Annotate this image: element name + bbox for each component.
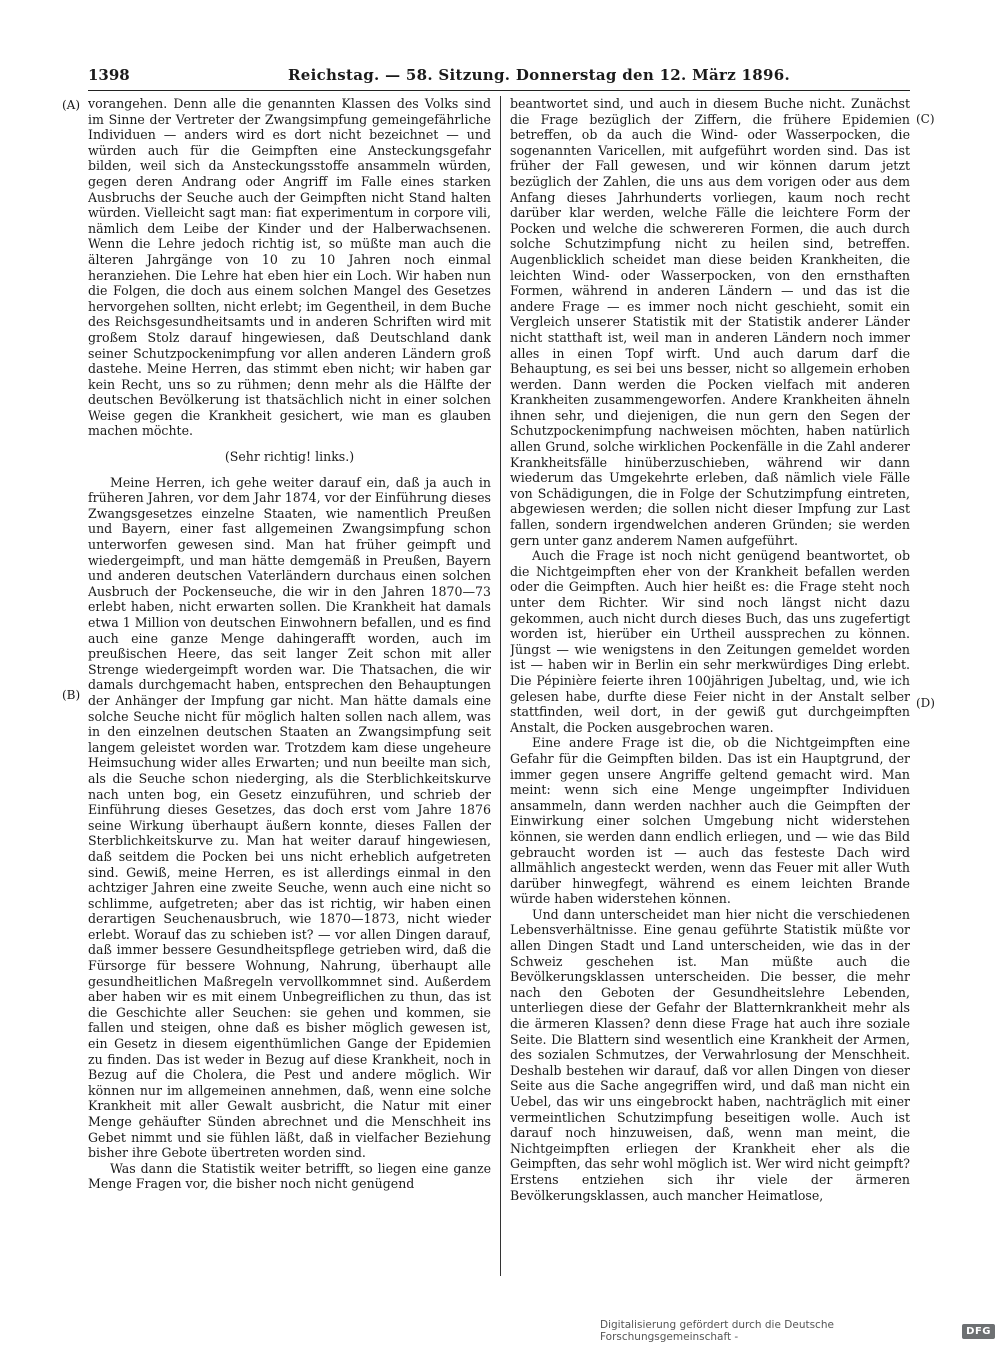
dfg-logo: DFG: [962, 1324, 995, 1339]
interjection: (Sehr richtig! links.): [224, 449, 355, 465]
margin-marker-c: (C): [916, 112, 935, 126]
right-column: [510, 96, 910, 1276]
digitization-credit: [600, 1320, 995, 1342]
paragraph: Meine Herren, ich gehe weiter darauf ein, daß ja auch in früheren Jahren, vor dem Jahr 1874, vor der Einführung dieses Zwangsgesetzes einzelne Staaten, wie namentlich Preußen und Bayern, einer fast allgemeinen Zwangsimpfung schon unterworfen gewesen sind. Man hat früher geimpft und wiedergeimpft, und man hätte demgemäß in Preußen, Bayern und anderen deutschen Vaterländern durchaus einen solchen Ausbruch der Pockenseuche, die wir in den Jahren 1870—73 erlebt haben, nicht erwarten sollen. Die Krankheit hat damals etwa 1 Million von deutschen Einwohnern befallen, und es find auch eine ganze Menge dahingerafft worden, auch im preußischen Heere, das seit langer Zeit schon mit aller Strenge wiedergeimpft worden war. Die Thatsachen, die wir damals durchgemacht haben, entsprechen den Behauptungen der Anhänger der Impfung gar nicht. Man hätte damals eine solche Seuche nicht für möglich halten sollen nach allem, was in den einzelnen deutschen Staaten an Zwangsimpfung seit langem geleistet worden war. Trotzdem kam diese ungeheure Heimsuchung wider alles Erwarten; und nun beeilte man sich, als die Seuche schon niederging, als die Sterblichkeitskurve nach unten bog, ein Gesetz einzuführen, und schrieb der Einführung dieses Gesetzes, das doch erst vom Jahre 1876 seine Wirkung überhaupt äußern konnte, dieses Fallen der Sterblichkeitskurve zu. Man hat weiter darauf hingewiesen, daß seitdem die Pocken bei uns nicht erheblich aufgetreten sind. Gewiß, meine Herren, es ist allerdings einmal in den achtziger Jahren eine zweite Seuche, wenn auch eine nicht so schlimme, aufgetreten; aber das ist richtig, wir haben einen derartigen Seuchenausbruch, wie 1870—1873, nicht wieder erlebt. Worauf das zu schieben ist? — vor allen Dingen darauf, daß immer bessere Gesundheitspflege getrieben wird, daß die Fürsorge für bessere Wohnung, Nahrung, überhaupt alle gesundheitlichen Maßregeln vervollkommnet sind. Außerdem aber haben wir es mit einem Unbegreiflichen zu thun, das ist die Geschichte aller Seuchen: sie gehen und kommen, sie fallen und steigen, ohne daß es bisher möglich gewesen ist, ein Gesetz in diesem eigenthümlichen Gange der Epidemien zu finden. Das ist weder in Bezug auf diese Krankheit, noch in Bezug auf die Cholera, die Pest und andere möglich. Wir können nur im allgemeinen annehmen, daß, wenn eine solche Krankheit mit aller Gewalt ausbricht, die Natur mit einer Menge gehäufter Sünden abrechnet und die Menschheit ins Gebet nimmt und sie fühlen läßt, daß in vielfacher Beziehung bisher ihre Gebote übertreten worden sind.: [88, 474, 491, 1161]
paragraph: Auch die Frage ist noch nicht genügend beantwortet, ob die Nichtgeimpften eher von der Krankheit befallen werden oder die Geimpften. Auch hier heißt es: die Frage steht noch unter dem Richter. Wir sind noch längst nicht dazu gekommen, auch nicht durch dieses Buch, das uns zugefertigt worden ist, hierüber ein Urtheil aussprechen zu können. Jüngst — wie wenigstens in den Zeitungen gemeldet worden ist — haben wir in Berlin ein sehr merkwürdiges Ding erlebt. Die Pépinière feierte ihren 100jährigen Jubeltag, und, wie ich gelesen habe, durfte diese Feier nicht in der Anstalt selber stattfinden, weil dort, in der gewiß gut durchgeimpften Anstalt, die Pocken ausgebrochen waren.: [510, 548, 910, 735]
credit-text: Digitalisierung gefördert durch die Deutsche Forschungsgemeinschaft -: [600, 1319, 834, 1343]
header-rule: [88, 90, 910, 91]
running-title: Reichstag. — 58. Sitzung. Donnerstag den 12. März 1896.: [288, 66, 791, 84]
margin-marker-d: (D): [916, 696, 935, 710]
paragraph: Eine andere Frage ist die, ob die Nichtgeimpften eine Gefahr für die Geimpften bilden. Das ist ein Hauptgrund, der immer gegen unsere Angriffe geltend gemacht wird. Man meint: wenn sich eine Menge ungeimpfter Individuen ansammeln, dann werden nachher auch die Geimpften der Einwirkung einer solchen Umgebung nicht widerstehen können, sie werden dann endlich erliegen, und — wie das Bild gebraucht worden ist — auch das festeste Dach wird allmählich angesteckt werden, wenn das Feuer mit aller Wuth darüber hinwegfegt, während es einem leichten Brande würde haben widerstehen können.: [510, 735, 910, 907]
column-divider: [500, 96, 501, 1276]
paragraph: beantwortet sind, und auch in diesem Buche nicht. Zunächst die Frage bezüglich der Ziffern, die frühere Epidemien betreffen, ob da auch die Wind- oder Wasserpocken, die sogenannten Varicellen, mit aufgeführt worden sind. Das ist früher der Fall gewesen, und wir können darum jetzt bezüglich der Zahlen, die uns aus dem vorigen oder aus dem Anfang dieses Jahrhunderts vorliegen, kaum noch recht darüber klar werden, welche Fälle die leichtere Form der Pocken und welche die schwereren Formen, die auch durch solche Schutzimpfung nicht zu heilen sind, betreffen. Augenblicklich scheidet man diese beiden Krankheiten, die leichten Wind- oder Wasserpocken, von den ernsthaften Formen, während in anderen Ländern — und das ist die andere Frage — es immer noch nicht geschieht, somit ein Vergleich unserer Statistik mit der Statistik anderer Länder nicht statthaft ist, weil man in anderen Ländern noch immer alles in einen Topf wirft. Und auch darum darf die Behauptung, es sei bei uns besser, nicht so allgemein erhoben werden. Dann werden die Pocken vielfach mit anderen Krankheiten zusammengeworfen. Andere Krankheiten ähneln ihnen sehr, und diejenigen, die nun gern den Segen der Schutzpockenimpfung nachweisen möchten, haben natürlich allen Grund, solche wirklichen Pockenfälle in die Zahl anderer Krankheitsfälle hinüberzuschieben, während wir dann wiederum das Umgekehrte erleben, daß nämlich viele Fälle von Schädigungen, die in Folge der Schutzimpfung eintreten, abgewiesen werden; die sollen nicht dieser Impfung zur Last fallen, sondern irgendwelchen anderen Gründen; sie werden gern unter ganz anderem Namen aufgeführt.: [510, 96, 910, 548]
margin-marker-b: (B): [62, 688, 81, 702]
page-number: 1398: [88, 66, 130, 84]
page-header: [88, 62, 910, 88]
paragraph: vorangehen. Denn alle die genannten Klassen des Volks sind im Sinne der Vertreter der Zwangsimpfung gemeingefährliche Individuen — anders wird es dort nicht bezeichnet — und würden auch für die Geimpften eine Ansteckungsgefahr bilden, weil sich da Ansteckungsstoffe ansammeln würden, gegen deren Andrang oder Angriff im Falle eines starken Ausbruchs der Seuche auch der Geimpften nicht Stand halten würden. Vielleicht sagt man: fiat experimentum in corpore vili, nämlich dem Leibe der Kinder und der Halberwachsenen. Wenn die Lehre jedoch richtig ist, so müßte man auch die älteren Jahrgänge von 10 zu 10 Jahren noch einmal heranziehen. Die Lehre hat eben hier ein Loch. Wir haben nun die Folgen, die doch aus einem solchen Mangel des Gesetzes hervorgehen sollten, nicht erlebt; im Gegentheil, in dem Buche des Reichsgesundheitsamts und in anderen Schriften wird mit großem Stolz darauf hingewiesen, daß Deutschland dank seiner Schutzpockenimpfung vor allen anderen Ländern groß dastehe. Meine Herren, das stimmt eben nicht; wir haben gar kein Recht, uns so zu rühmen; denn mehr als die Hälfte der deutschen Bevölkerung ist thatsächlich nicht in einer solchen Weise gegen die Krankheit gesichert, wie man es glauben machen möchte.: [88, 96, 491, 439]
margin-marker-a: (A): [62, 98, 81, 112]
left-column: [88, 96, 491, 1276]
paragraph: Was dann die Statistik weiter betrifft, so liegen eine ganze Menge Fragen vor, die bisher noch nicht genügend: [88, 1160, 491, 1192]
paragraph: Und dann unterscheidet man hier nicht die verschiedenen Lebensverhältnisse. Eine genau geführte Statistik müßte vor allen Dingen Stadt und Land unterscheiden, wie das in der Schweiz geschehen ist. Man müßte auch die Bevölkerungsklassen unterscheiden. Die besser, die mehr nach den Geboten der Gesundheitslehre Lebenden, unterliegen diese der Gefahr der Blatternkrankheit mehr als die ärmeren Klassen? denn diese Frage hat auch ihre soziale Seite. Die Blattern sind wesentlich eine Krankheit der Armen, des sozialen Schmutzes, der Verwahrlosung der Menschheit. Deshalb bestehen wir darauf, daß vor allen Dingen von dieser Seite aus die Sache angegriffen wird, und daß man nicht ein Uebel, das wir uns eingebrockt haben, nachträglich mit einer vermeintlichen Schutzimpfung beseitigen wolle. Auch ist darauf noch hinzuweisen, daß, wenn man meint, die Nichtgeimpften erliegen der Krankheit eher als die Geimpften, das sehr wohl möglich ist. Wer wird nicht geimpft? Erstens entziehen sich ihr viele der ärmeren Bevölkerungsklassen, auch mancher Heimatlose,: [510, 906, 910, 1203]
